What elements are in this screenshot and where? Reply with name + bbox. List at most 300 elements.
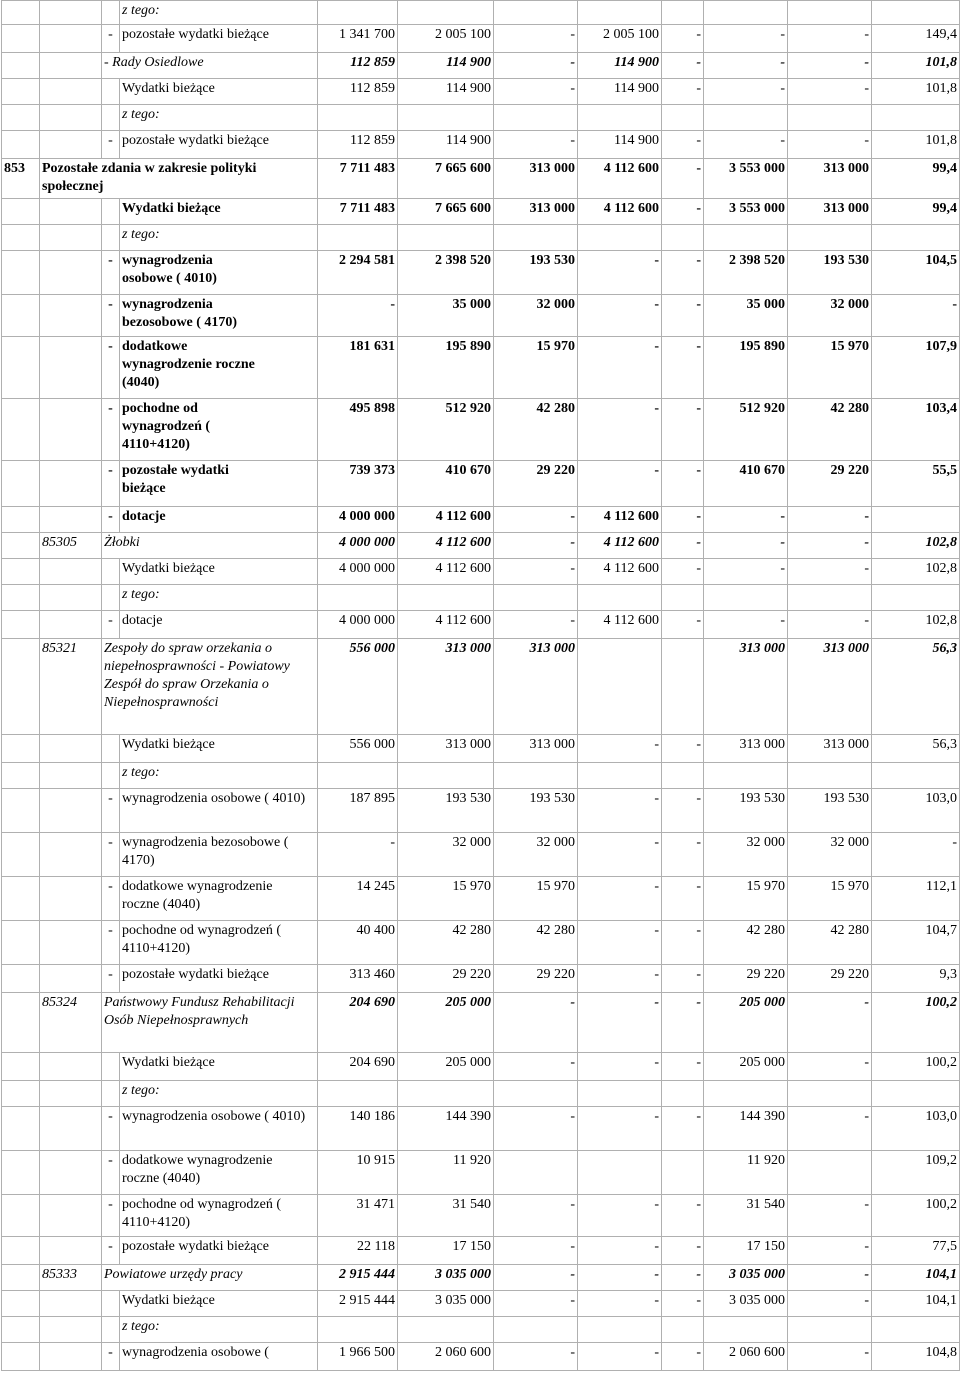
value-cell: - — [578, 1237, 662, 1265]
value-cell: - — [318, 833, 398, 877]
value-cell: 114 900 — [578, 53, 662, 79]
value-cell — [872, 585, 960, 611]
rozdzial-code — [40, 337, 102, 399]
value-cell: 22 118 — [318, 1237, 398, 1265]
value-cell: - — [704, 611, 788, 639]
value-cell: - — [578, 1343, 662, 1371]
value-cell — [662, 225, 704, 251]
value-cell — [398, 763, 494, 789]
dzial-code — [2, 585, 40, 611]
value-cell: 29 220 — [788, 965, 872, 993]
value-cell: - — [578, 1291, 662, 1317]
value-cell: 42 280 — [494, 399, 578, 461]
value-cell: - — [788, 1107, 872, 1151]
value-cell: - — [788, 559, 872, 585]
value-cell: - — [788, 1053, 872, 1081]
row-label: wynagrodzenia osobowe ( 4010) — [120, 1107, 318, 1151]
dash-cell: - — [102, 25, 120, 53]
value-cell: - — [578, 1195, 662, 1237]
value-cell: - — [662, 399, 704, 461]
value-cell: - — [788, 611, 872, 639]
value-cell: 313 000 — [788, 639, 872, 735]
row-label: dotacje — [120, 611, 318, 639]
value-cell: 739 373 — [318, 461, 398, 507]
value-cell: 99,4 — [872, 199, 960, 225]
value-cell: - — [788, 507, 872, 533]
value-cell: 15 970 — [704, 877, 788, 921]
table-row — [2, 559, 960, 585]
value-cell: - — [578, 965, 662, 993]
rozdzial-code — [40, 507, 102, 533]
value-cell: 193 530 — [788, 789, 872, 833]
value-cell: 2 915 444 — [318, 1265, 398, 1291]
value-cell: 55,5 — [872, 461, 960, 507]
value-cell: 101,8 — [872, 53, 960, 79]
value-cell: - — [578, 1107, 662, 1151]
value-cell: - — [662, 877, 704, 921]
row-label: wynagrodzenia bezosobowe ( 4170) — [120, 295, 318, 337]
value-cell: 7 665 600 — [398, 159, 494, 199]
value-cell: 2 005 100 — [398, 25, 494, 53]
value-cell — [398, 585, 494, 611]
value-cell: - — [662, 1107, 704, 1151]
value-cell: 103,4 — [872, 399, 960, 461]
value-cell: 205 000 — [704, 993, 788, 1053]
table-row — [2, 611, 960, 639]
dzial-code — [2, 993, 40, 1053]
value-cell: 144 390 — [704, 1107, 788, 1151]
value-cell — [788, 763, 872, 789]
dzial-code — [2, 877, 40, 921]
value-cell: - — [662, 25, 704, 53]
value-cell: 15 970 — [494, 337, 578, 399]
row-label: z tego: — [120, 225, 318, 251]
value-cell: 313 000 — [398, 639, 494, 735]
value-cell: 100,2 — [872, 993, 960, 1053]
value-cell: - — [662, 53, 704, 79]
value-cell: - — [578, 993, 662, 1053]
rozdzial-code — [40, 559, 102, 585]
dzial-code — [2, 533, 40, 559]
value-cell: 313 000 — [398, 735, 494, 763]
value-cell: - — [662, 1195, 704, 1237]
dash-cell — [102, 225, 120, 251]
value-cell — [494, 1317, 578, 1343]
table-row — [2, 639, 960, 735]
value-cell — [398, 105, 494, 131]
value-cell: 2 915 444 — [318, 1291, 398, 1317]
dzial-code — [2, 833, 40, 877]
value-cell: 4 000 000 — [318, 559, 398, 585]
value-cell: 187 895 — [318, 789, 398, 833]
table-row — [2, 1195, 960, 1237]
row-label: z tego: — [120, 1317, 318, 1343]
value-cell: - — [662, 337, 704, 399]
dzial-code — [2, 1151, 40, 1195]
value-cell: - — [578, 1265, 662, 1291]
value-cell: 31 471 — [318, 1195, 398, 1237]
dzial-code — [2, 1343, 40, 1371]
value-cell: 556 000 — [318, 639, 398, 735]
value-cell: 17 150 — [398, 1237, 494, 1265]
dash-cell: - — [102, 921, 120, 965]
value-cell: 3 035 000 — [398, 1291, 494, 1317]
row-label: pochodne od wynagrodzeń ( 4110+4120) — [120, 399, 318, 461]
value-cell — [704, 225, 788, 251]
row-label: wynagrodzenia osobowe ( 4010) — [120, 789, 318, 833]
value-cell: - — [788, 1195, 872, 1237]
value-cell: - — [704, 559, 788, 585]
value-cell: 32 000 — [704, 833, 788, 877]
value-cell: - — [662, 131, 704, 159]
dash-cell: - — [102, 461, 120, 507]
value-cell — [578, 763, 662, 789]
value-cell: - — [494, 1053, 578, 1081]
value-cell — [578, 1, 662, 25]
rozdzial-code — [40, 735, 102, 763]
value-cell: 205 000 — [398, 1053, 494, 1081]
dash-cell — [102, 199, 120, 225]
dzial-code — [2, 1237, 40, 1265]
row-label: z tego: — [120, 105, 318, 131]
value-cell: 32 000 — [788, 295, 872, 337]
dzial-code — [2, 1053, 40, 1081]
dzial-code — [2, 1265, 40, 1291]
value-cell — [494, 585, 578, 611]
value-cell: - — [578, 399, 662, 461]
value-cell — [318, 1, 398, 25]
value-cell: - — [662, 1343, 704, 1371]
value-cell: 101,8 — [872, 131, 960, 159]
dash-cell: - — [102, 1195, 120, 1237]
dzial-code — [2, 105, 40, 131]
dzial-code — [2, 399, 40, 461]
value-cell: 313 000 — [704, 735, 788, 763]
rozdzial-code — [40, 1317, 102, 1343]
value-cell — [318, 225, 398, 251]
dash-cell — [102, 105, 120, 131]
value-cell: - — [662, 921, 704, 965]
rozdzial-code — [40, 1053, 102, 1081]
rozdzial-code — [40, 611, 102, 639]
dzial-code — [2, 1291, 40, 1317]
value-cell: - — [578, 877, 662, 921]
table-row — [2, 585, 960, 611]
value-cell: - — [662, 833, 704, 877]
value-cell: 112,1 — [872, 877, 960, 921]
value-cell: 100,2 — [872, 1195, 960, 1237]
value-cell: - — [704, 507, 788, 533]
value-cell: 42 280 — [494, 921, 578, 965]
table-row — [2, 79, 960, 105]
dzial-code — [2, 131, 40, 159]
table-row — [2, 1265, 960, 1291]
table-row — [2, 295, 960, 337]
value-cell: - — [494, 993, 578, 1053]
row-label: - Rady Osiedlowe — [102, 53, 318, 79]
row-label: Żłobki — [102, 533, 318, 559]
rozdzial-code: 85321 — [40, 639, 102, 735]
value-cell: 313 000 — [704, 639, 788, 735]
value-cell: 313 460 — [318, 965, 398, 993]
value-cell — [578, 105, 662, 131]
value-cell: 31 540 — [704, 1195, 788, 1237]
value-cell: 114 900 — [398, 53, 494, 79]
table-row — [2, 461, 960, 507]
value-cell: 112 859 — [318, 79, 398, 105]
value-cell: - — [578, 337, 662, 399]
row-label: wynagrodzenia bezosobowe ( 4170) — [120, 833, 318, 877]
rozdzial-code — [40, 199, 102, 225]
rozdzial-code — [40, 105, 102, 131]
dzial-code — [2, 1317, 40, 1343]
value-cell: 104,8 — [872, 1343, 960, 1371]
table-row — [2, 53, 960, 79]
value-cell: 11 920 — [704, 1151, 788, 1195]
rozdzial-code — [40, 921, 102, 965]
value-cell: 4 112 600 — [578, 199, 662, 225]
dzial-code — [2, 1195, 40, 1237]
value-cell: 40 400 — [318, 921, 398, 965]
value-cell: 2 398 520 — [398, 251, 494, 295]
value-cell — [318, 1317, 398, 1343]
rozdzial-code — [40, 965, 102, 993]
dzial-code — [2, 295, 40, 337]
value-cell: - — [704, 533, 788, 559]
row-label: pozostałe wydatki bieżące — [120, 461, 318, 507]
value-cell: 107,9 — [872, 337, 960, 399]
value-cell: - — [494, 559, 578, 585]
value-cell: 2 005 100 — [578, 25, 662, 53]
value-cell: 29 220 — [494, 965, 578, 993]
value-cell: 35 000 — [398, 295, 494, 337]
value-cell: - — [318, 295, 398, 337]
table-row — [2, 507, 960, 533]
value-cell: - — [494, 1343, 578, 1371]
value-cell — [398, 1317, 494, 1343]
table-row — [2, 789, 960, 833]
value-cell: 3 035 000 — [398, 1265, 494, 1291]
value-cell: - — [788, 53, 872, 79]
dash-cell — [102, 1291, 120, 1317]
rozdzial-code — [40, 461, 102, 507]
value-cell — [788, 1081, 872, 1107]
value-cell: 4 112 600 — [578, 559, 662, 585]
value-cell: 205 000 — [398, 993, 494, 1053]
value-cell — [704, 1081, 788, 1107]
value-cell: - — [662, 789, 704, 833]
value-cell: 103,0 — [872, 1107, 960, 1151]
value-cell: - — [578, 461, 662, 507]
rozdzial-code: 85333 — [40, 1265, 102, 1291]
value-cell: - — [662, 1053, 704, 1081]
dzial-code: 853 — [2, 159, 40, 199]
value-cell — [872, 1317, 960, 1343]
value-cell: - — [662, 159, 704, 199]
value-cell: 1 966 500 — [318, 1343, 398, 1371]
rozdzial-code — [40, 833, 102, 877]
rozdzial-code — [40, 1081, 102, 1107]
row-label: wynagrodzenia osobowe ( 4010) — [120, 251, 318, 295]
value-cell: - — [578, 789, 662, 833]
value-cell: 495 898 — [318, 399, 398, 461]
value-cell: 140 186 — [318, 1107, 398, 1151]
value-cell: 114 900 — [578, 79, 662, 105]
table-row — [2, 1081, 960, 1107]
value-cell — [578, 1317, 662, 1343]
value-cell: 4 112 600 — [578, 507, 662, 533]
rozdzial-code — [40, 877, 102, 921]
row-label: pozostałe wydatki bieżące — [120, 25, 318, 53]
value-cell: - — [788, 1291, 872, 1317]
dash-cell: - — [102, 877, 120, 921]
value-cell: - — [662, 199, 704, 225]
value-cell: - — [872, 833, 960, 877]
value-cell: 32 000 — [788, 833, 872, 877]
value-cell: - — [578, 251, 662, 295]
value-cell: 313 000 — [494, 639, 578, 735]
value-cell: 102,8 — [872, 611, 960, 639]
value-cell: - — [494, 79, 578, 105]
table-row — [2, 965, 960, 993]
rozdzial-code — [40, 1195, 102, 1237]
row-label: dodatkowe wynagrodzenie roczne (4040) — [120, 337, 318, 399]
dash-cell: - — [102, 611, 120, 639]
dash-cell — [102, 79, 120, 105]
value-cell: 193 530 — [398, 789, 494, 833]
value-cell: 4 112 600 — [398, 533, 494, 559]
value-cell: - — [494, 533, 578, 559]
dash-cell: - — [102, 1151, 120, 1195]
dzial-code — [2, 789, 40, 833]
value-cell: - — [788, 993, 872, 1053]
value-cell: 1 341 700 — [318, 25, 398, 53]
value-cell: - — [662, 507, 704, 533]
dzial-code — [2, 559, 40, 585]
value-cell: 11 920 — [398, 1151, 494, 1195]
value-cell: - — [578, 295, 662, 337]
dash-cell: - — [102, 251, 120, 295]
value-cell: - — [494, 131, 578, 159]
value-cell: - — [872, 295, 960, 337]
dash-cell: - — [102, 1237, 120, 1265]
value-cell: - — [662, 1291, 704, 1317]
dzial-code — [2, 225, 40, 251]
dash-cell: - — [102, 295, 120, 337]
budget-table — [1, 0, 960, 1371]
value-cell: 313 000 — [788, 199, 872, 225]
value-cell: 3 553 000 — [704, 159, 788, 199]
value-cell: 4 112 600 — [398, 611, 494, 639]
row-label: Zespoły do spraw orzekania o niepełnosprawności - Powiatowy Zespół do spraw Orzekania o Niepełnosprawności — [102, 639, 318, 735]
value-cell — [494, 105, 578, 131]
dzial-code — [2, 79, 40, 105]
value-cell: 4 112 600 — [398, 507, 494, 533]
value-cell: 2 294 581 — [318, 251, 398, 295]
value-cell: 193 530 — [494, 251, 578, 295]
value-cell: 195 890 — [398, 337, 494, 399]
value-cell: 4 000 000 — [318, 611, 398, 639]
rozdzial-code — [40, 225, 102, 251]
row-label: Państwowy Fundusz Rehabilitacji Osób Niepełnosprawnych — [102, 993, 318, 1053]
dzial-code — [2, 461, 40, 507]
dash-cell: - — [102, 965, 120, 993]
value-cell: 114 900 — [398, 79, 494, 105]
table-row — [2, 833, 960, 877]
row-label: Wydatki bieżące — [120, 199, 318, 225]
value-cell: 9,3 — [872, 965, 960, 993]
dzial-code — [2, 735, 40, 763]
value-cell: - — [494, 1107, 578, 1151]
value-cell — [494, 1151, 578, 1195]
value-cell: - — [788, 131, 872, 159]
value-cell — [662, 105, 704, 131]
value-cell: 410 670 — [398, 461, 494, 507]
rozdzial-code — [40, 1343, 102, 1371]
row-label: Wydatki bieżące — [120, 1053, 318, 1081]
value-cell: - — [788, 79, 872, 105]
table-row — [2, 1237, 960, 1265]
value-cell: 114 900 — [578, 131, 662, 159]
value-cell: 32 000 — [494, 295, 578, 337]
value-cell: 102,8 — [872, 533, 960, 559]
dash-cell — [102, 763, 120, 789]
value-cell — [662, 639, 704, 735]
value-cell: 3 035 000 — [704, 1291, 788, 1317]
row-label: Wydatki bieżące — [120, 735, 318, 763]
value-cell: 15 970 — [788, 877, 872, 921]
dzial-code — [2, 53, 40, 79]
budget-table-body — [2, 1, 960, 1371]
value-cell: 99,4 — [872, 159, 960, 199]
value-cell: 181 631 — [318, 337, 398, 399]
table-row — [2, 1, 960, 25]
value-cell — [704, 763, 788, 789]
value-cell: - — [494, 1291, 578, 1317]
rozdzial-code — [40, 1237, 102, 1265]
dash-cell: - — [102, 131, 120, 159]
rozdzial-code — [40, 1, 102, 25]
value-cell: - — [662, 461, 704, 507]
value-cell: - — [578, 735, 662, 763]
dzial-code — [2, 611, 40, 639]
rozdzial-code — [40, 1151, 102, 1195]
row-label: pozostałe wydatki bieżące — [120, 131, 318, 159]
value-cell: - — [662, 993, 704, 1053]
table-row — [2, 105, 960, 131]
row-label: dodatkowe wynagrodzenie roczne (4040) — [120, 1151, 318, 1195]
dash-cell — [102, 735, 120, 763]
value-cell: - — [494, 507, 578, 533]
value-cell: - — [494, 53, 578, 79]
value-cell: 205 000 — [704, 1053, 788, 1081]
dzial-code — [2, 1, 40, 25]
value-cell — [662, 1151, 704, 1195]
value-cell: 2 060 600 — [704, 1343, 788, 1371]
rozdzial-code: 85324 — [40, 993, 102, 1053]
table-row — [2, 399, 960, 461]
value-cell — [398, 1, 494, 25]
value-cell: 193 530 — [494, 789, 578, 833]
value-cell — [318, 1081, 398, 1107]
value-cell: 313 000 — [788, 159, 872, 199]
dash-cell: - — [102, 507, 120, 533]
value-cell: - — [662, 533, 704, 559]
table-row — [2, 225, 960, 251]
value-cell — [494, 225, 578, 251]
value-cell: 7 711 483 — [318, 159, 398, 199]
value-cell: 4 112 600 — [578, 533, 662, 559]
